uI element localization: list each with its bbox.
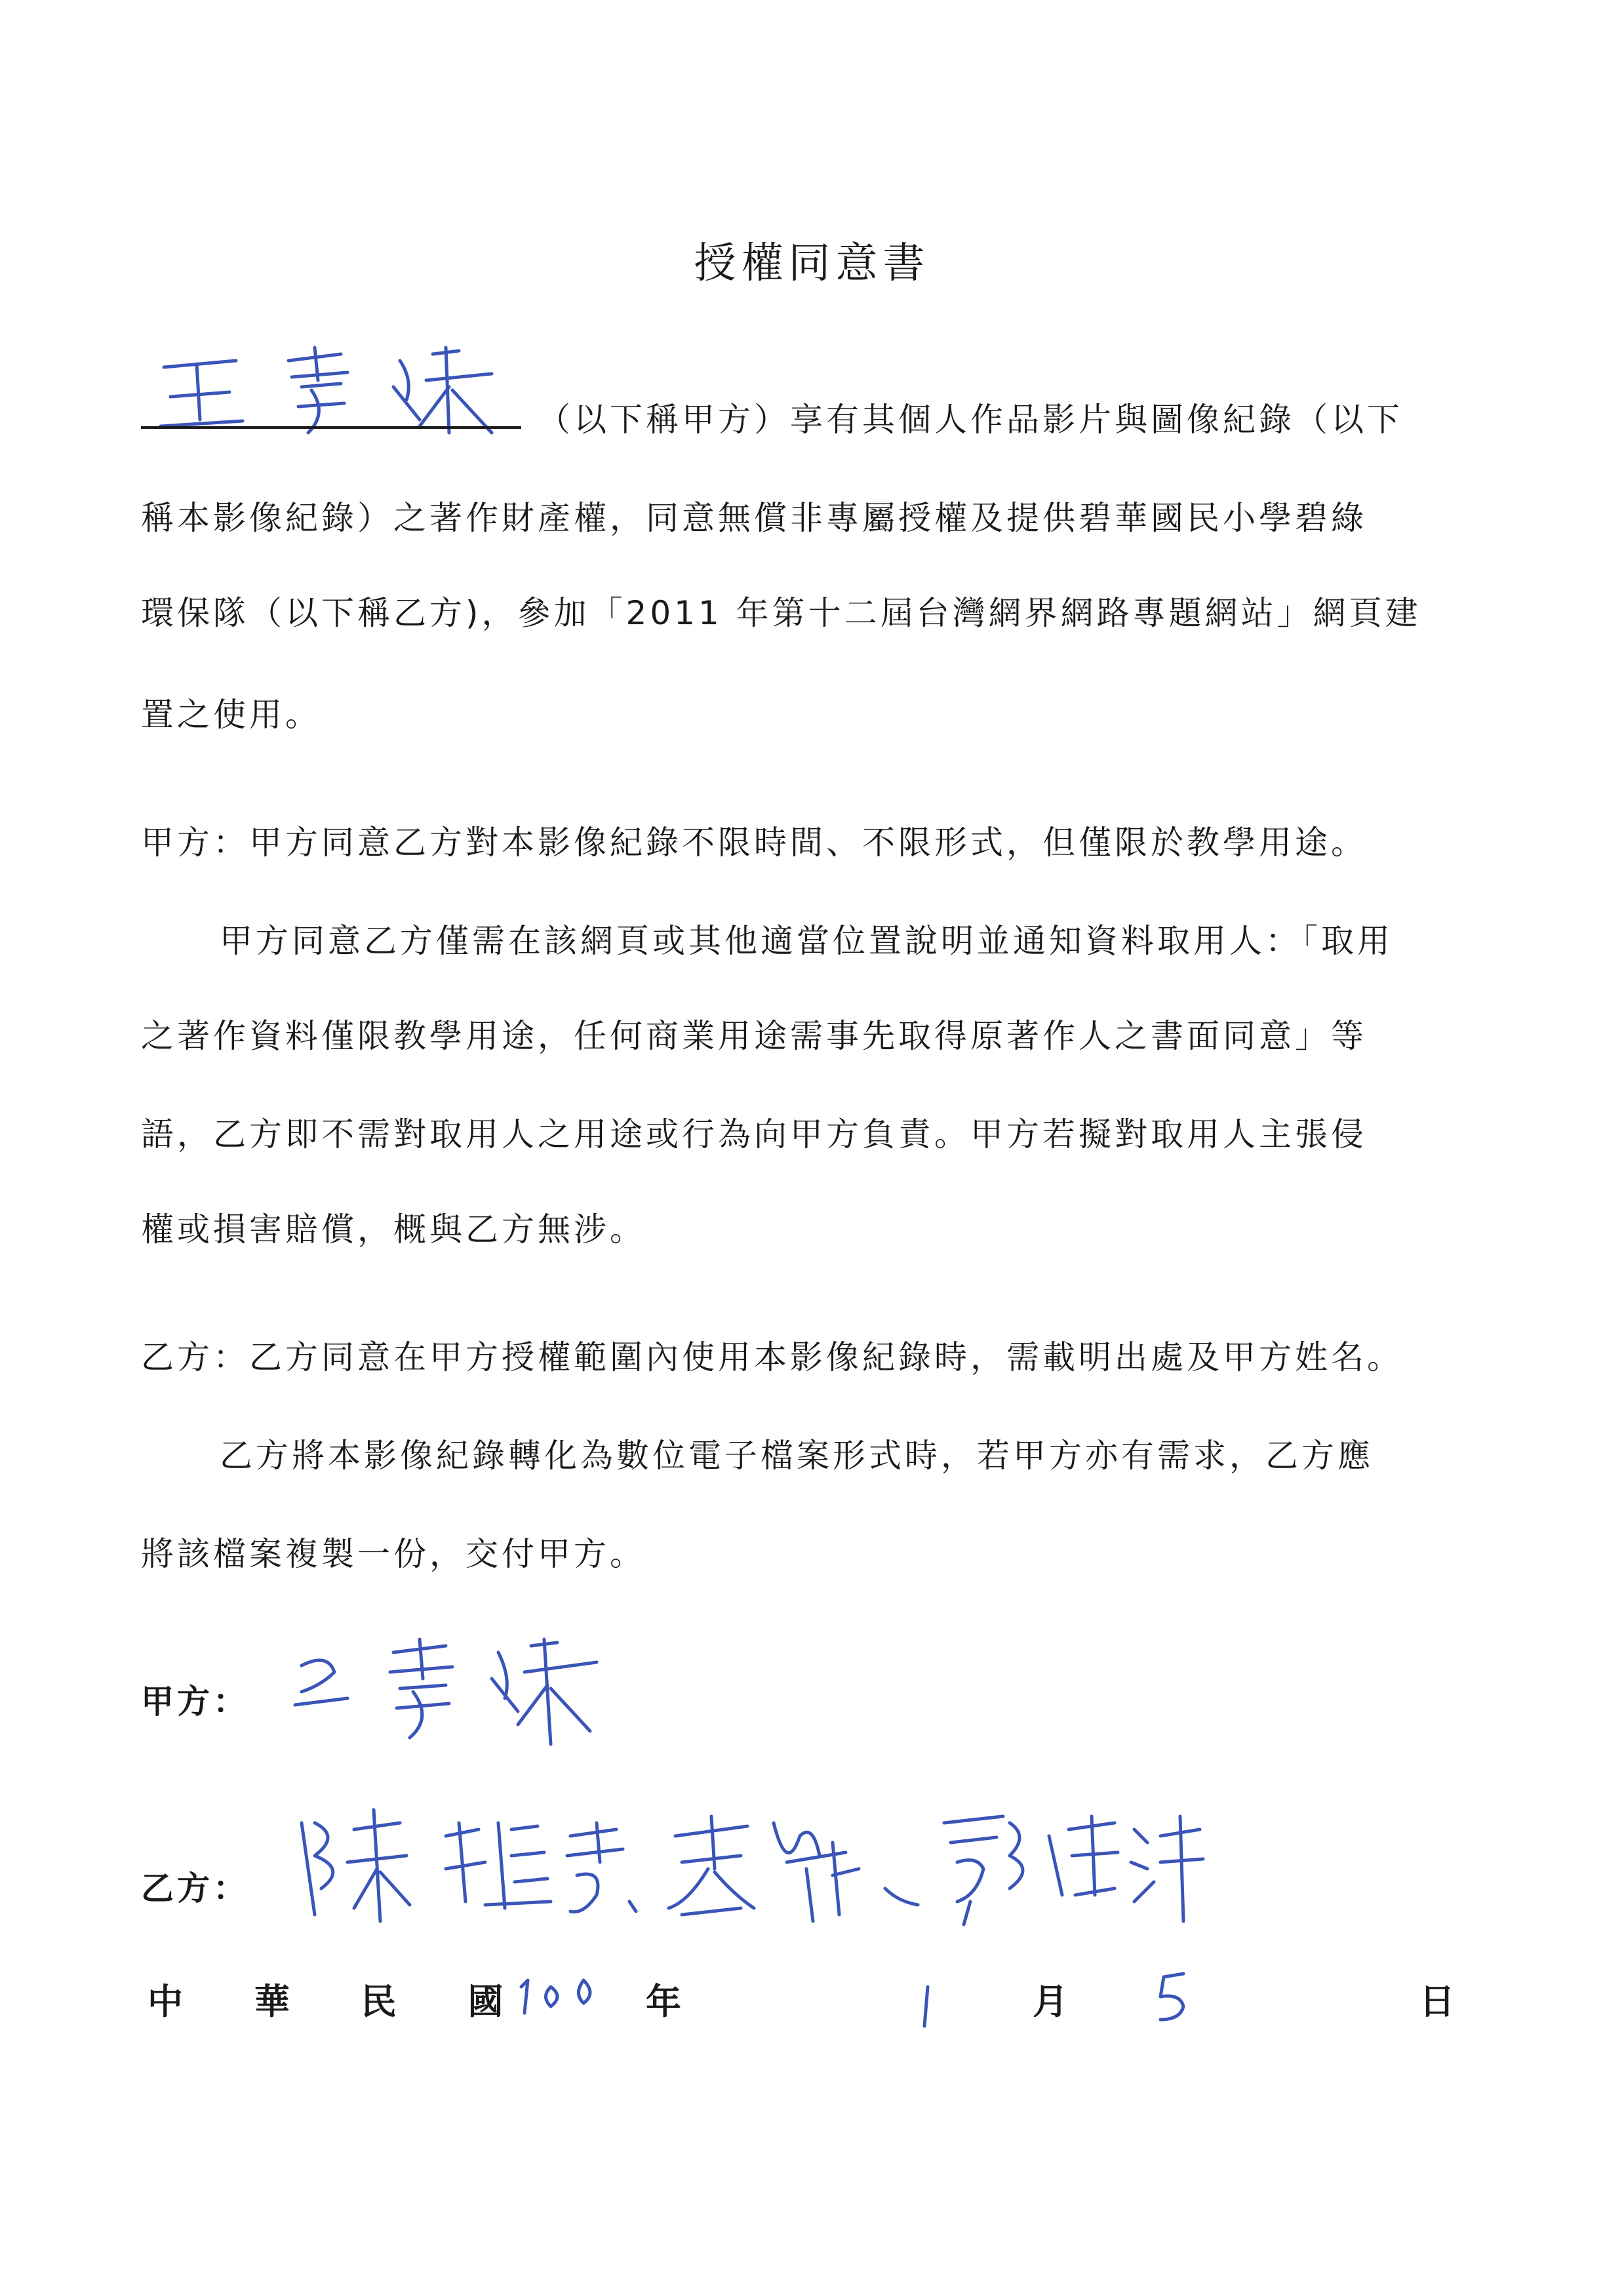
date-era-char: 國 (467, 1981, 504, 2022)
paragraph-line: 環保隊（以下稱乙方)，參加「2011 年第十二屆台灣網界網路專題網站」網頁建 (141, 594, 1421, 632)
paragraph-line: （以下稱甲方）享有其個人作品影片與圖像紀錄（以下 (538, 401, 1403, 439)
date-era-char: 華 (254, 1981, 290, 2022)
date-day-handwritten (1147, 1967, 1200, 2026)
paragraph-line: 稱本影像紀錄）之著作財產權，同意無償非專屬授權及提供碧華國民小學碧綠 (141, 499, 1367, 537)
party-a-name-underline (141, 426, 521, 429)
date-era-char: 中 (148, 1981, 183, 2022)
clause-line: 甲方：甲方同意乙方對本影像紀錄不限時間、不限形式，但僅限於教學用途。 (141, 824, 1367, 862)
party-a-handwritten-name (151, 341, 531, 439)
date-month-handwritten (915, 1980, 941, 2033)
clause-line: 之著作資料僅限教學用途，任何商業用途需事先取得原著作人之書面同意」等 (141, 1017, 1367, 1055)
clause-line: 甲方同意乙方僅需在該網頁或其他適當位置說明並通知資料取用人：「取用 (220, 922, 1393, 960)
date-day-label: 日 (1419, 1981, 1455, 2022)
date-era-char: 民 (361, 1981, 397, 2022)
clause-line: 將該檔案複製一份，交付甲方。 (141, 1535, 646, 1573)
party-b-signature (288, 1797, 1206, 1928)
page-title: 授權同意書 (694, 239, 930, 288)
clause-line: 權或損害賠償，概與乙方無涉。 (141, 1210, 646, 1248)
date-era (148, 1974, 503, 2024)
date-month-label: 月 (1033, 1981, 1068, 2022)
party-b-signature-label: 乙方： (141, 1869, 249, 1907)
party-a-signature-label: 甲方： (141, 1683, 249, 1721)
clause-line: 乙方將本影像紀錄轉化為數位電子檔案形式時，若甲方亦有需求，乙方應 (220, 1437, 1374, 1475)
date-year-label: 年 (646, 1981, 681, 2022)
date-year-handwritten (511, 1961, 616, 2020)
party-a-signature (282, 1626, 623, 1751)
paragraph-line: 置之使用。 (141, 696, 321, 734)
clause-line: 乙方：乙方同意在甲方授權範圍內使用本影像紀錄時，需載明出處及甲方姓名。 (141, 1338, 1403, 1376)
clause-line: 語，乙方即不需對取用人之用途或行為向甲方負責。甲方若擬對取用人主張侵 (141, 1115, 1367, 1153)
